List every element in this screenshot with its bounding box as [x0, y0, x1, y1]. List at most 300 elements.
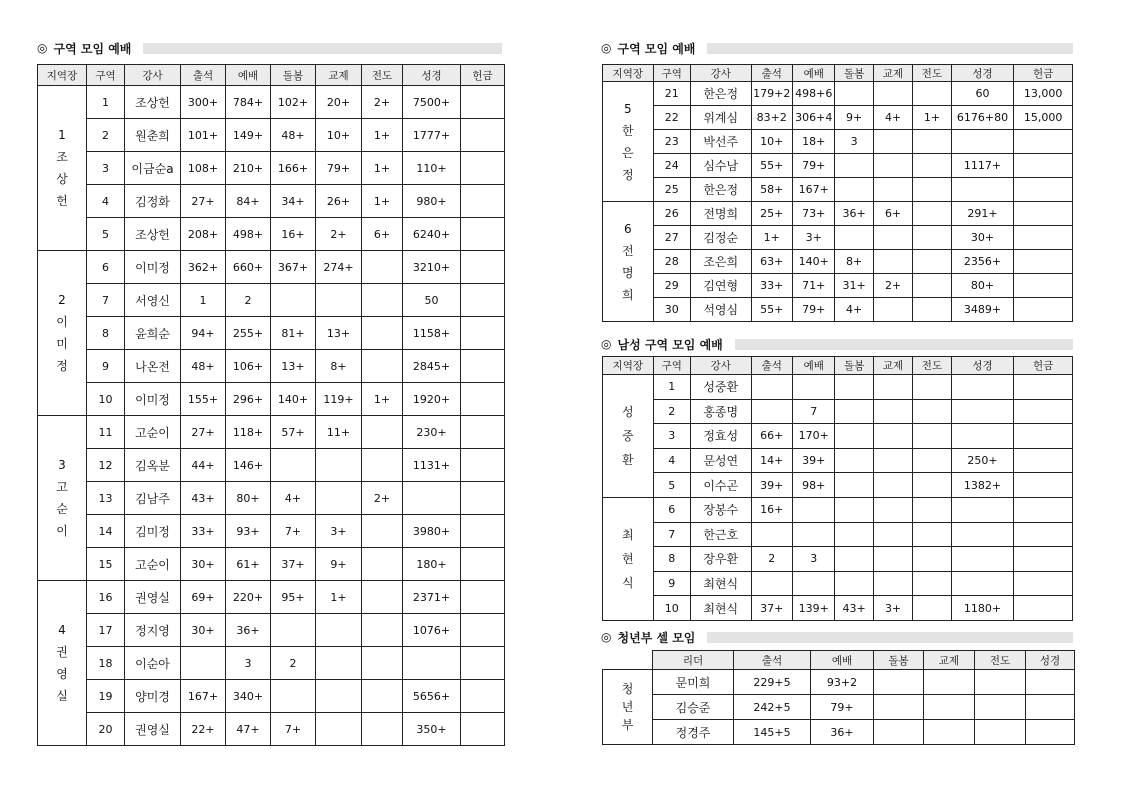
value-cell	[403, 647, 461, 680]
value-cell	[461, 152, 505, 185]
value-cell	[1026, 720, 1075, 745]
value-cell: 33+	[181, 515, 226, 548]
value-cell: 1180+	[951, 596, 1014, 621]
column-header: 전도	[975, 651, 1026, 670]
value-cell: 220+	[226, 581, 271, 614]
value-cell	[873, 424, 912, 449]
value-cell: 296+	[226, 383, 271, 416]
value-cell	[461, 482, 505, 515]
value-cell	[1014, 178, 1073, 202]
value-cell	[924, 670, 975, 695]
value-cell	[951, 522, 1014, 547]
value-cell	[793, 497, 835, 522]
value-cell	[874, 670, 924, 695]
value-cell	[271, 680, 316, 713]
speaker-cell: 서영신	[125, 284, 181, 317]
leader-char: 이	[56, 315, 68, 329]
table-row	[38, 317, 505, 350]
value-cell: 980+	[403, 185, 461, 218]
speaker-cell: 최현식	[690, 596, 751, 621]
empty-header	[603, 651, 653, 670]
table-row	[603, 226, 1073, 250]
leader-cell	[603, 202, 654, 322]
value-cell	[913, 226, 951, 250]
column-header: 돌봄	[835, 357, 873, 375]
value-cell: 47+	[226, 713, 271, 746]
value-cell	[913, 473, 951, 498]
column-header: 리더	[653, 651, 734, 670]
speaker-cell: 장봉수	[690, 497, 751, 522]
group-label-char: 부	[621, 718, 634, 732]
value-cell	[271, 614, 316, 647]
table-row	[603, 547, 1073, 572]
title-bar	[735, 339, 1073, 350]
value-cell: 1+	[362, 119, 403, 152]
value-cell	[913, 424, 951, 449]
leader-char: 미	[56, 337, 68, 351]
value-cell	[362, 614, 403, 647]
value-cell: 101+	[181, 119, 226, 152]
value-cell	[913, 547, 951, 572]
value-cell	[924, 720, 975, 745]
district-number-cell: 6	[653, 497, 690, 522]
value-cell: 6+	[362, 218, 403, 251]
value-cell	[362, 581, 403, 614]
value-cell: 73+	[793, 202, 835, 226]
value-cell: 10+	[751, 130, 792, 154]
value-cell: 37+	[751, 596, 792, 621]
value-cell: 139+	[793, 596, 835, 621]
district-number-cell: 28	[653, 250, 690, 274]
value-cell	[951, 375, 1014, 400]
value-cell: 208+	[181, 218, 226, 251]
value-cell: 13+	[271, 350, 316, 383]
value-cell	[873, 547, 912, 572]
value-cell	[461, 218, 505, 251]
value-cell	[913, 399, 951, 424]
leader-cell	[38, 416, 87, 581]
value-cell	[461, 86, 505, 119]
leader-char: 6	[623, 221, 632, 236]
value-cell: 155+	[181, 383, 226, 416]
speaker-cell: 석영심	[690, 298, 751, 322]
value-cell	[835, 448, 873, 473]
value-cell: 25+	[751, 202, 792, 226]
value-cell: 3+	[316, 515, 362, 548]
value-cell: 367+	[271, 251, 316, 284]
value-cell: 34+	[271, 185, 316, 218]
value-cell	[461, 350, 505, 383]
value-cell	[835, 473, 873, 498]
value-cell	[403, 482, 461, 515]
value-cell: 1117+	[951, 154, 1014, 178]
column-header: 출석	[181, 65, 226, 86]
column-header: 출석	[751, 357, 792, 375]
column-header: 헌금	[1014, 65, 1073, 82]
value-cell: 43+	[181, 482, 226, 515]
table-row	[603, 274, 1073, 298]
value-cell	[461, 515, 505, 548]
bullseye-icon: ◎	[37, 41, 48, 55]
value-cell: 660+	[226, 251, 271, 284]
value-cell	[835, 154, 873, 178]
value-cell: 13+	[316, 317, 362, 350]
leader-char: 헌	[56, 194, 68, 208]
value-cell: 8+	[835, 250, 873, 274]
header-row	[603, 357, 1073, 375]
speaker-cell: 한은정	[690, 82, 751, 106]
value-cell	[461, 680, 505, 713]
value-cell	[873, 399, 912, 424]
district-number-cell: 1	[653, 375, 690, 400]
value-cell: 229+5	[734, 670, 811, 695]
district-number-cell: 3	[87, 152, 125, 185]
value-cell	[316, 482, 362, 515]
leader-name-cell: 정경주	[653, 720, 734, 745]
value-cell: 179+2	[751, 82, 792, 106]
value-cell	[835, 399, 873, 424]
value-cell	[362, 449, 403, 482]
bullseye-icon: ◎	[601, 630, 612, 644]
value-cell: 5656+	[403, 680, 461, 713]
header-row	[38, 65, 505, 86]
value-cell	[1014, 130, 1073, 154]
speaker-cell: 정지영	[125, 614, 181, 647]
value-cell: 44+	[181, 449, 226, 482]
leader-char: 희	[621, 287, 634, 302]
table-row	[38, 383, 505, 416]
speaker-cell: 김미정	[125, 515, 181, 548]
value-cell	[362, 548, 403, 581]
value-cell: 498+	[226, 218, 271, 251]
speaker-cell: 이미정	[125, 383, 181, 416]
section-title-text: 구역 모임 예배	[53, 41, 132, 56]
table-row	[603, 250, 1073, 274]
value-cell: 9+	[835, 106, 873, 130]
leader-char: 은	[621, 145, 634, 160]
table-row	[38, 680, 505, 713]
value-cell: 36+	[835, 202, 873, 226]
value-cell: 167+	[181, 680, 226, 713]
value-cell: 2	[226, 284, 271, 317]
value-cell: 1382+	[951, 473, 1014, 498]
value-cell: 3210+	[403, 251, 461, 284]
section-title-text: 구역 모임 예배	[617, 41, 696, 56]
value-cell: 93+2	[811, 670, 874, 695]
district-number-cell: 23	[653, 130, 690, 154]
value-cell	[316, 614, 362, 647]
speaker-cell: 양미경	[125, 680, 181, 713]
district-number-cell: 3	[653, 424, 690, 449]
value-cell: 274+	[316, 251, 362, 284]
value-cell	[1014, 375, 1073, 400]
value-cell	[461, 449, 505, 482]
value-cell	[362, 680, 403, 713]
value-cell	[316, 284, 362, 317]
value-cell: 167+	[793, 178, 835, 202]
leader-char: 상	[56, 172, 68, 186]
value-cell: 31+	[835, 274, 873, 298]
value-cell: 58+	[751, 178, 792, 202]
value-cell: 2371+	[403, 581, 461, 614]
value-cell: 98+	[793, 473, 835, 498]
value-cell	[975, 670, 1026, 695]
value-cell: 7	[793, 399, 835, 424]
district-number-cell: 21	[653, 82, 690, 106]
leader-cell	[38, 86, 87, 251]
value-cell	[793, 375, 835, 400]
speaker-cell: 김정순	[690, 226, 751, 250]
value-cell: 26+	[316, 185, 362, 218]
value-cell	[362, 251, 403, 284]
table-row	[38, 482, 505, 515]
district-number-cell: 30	[653, 298, 690, 322]
speaker-cell: 정효성	[690, 424, 751, 449]
value-cell	[316, 713, 362, 746]
value-cell	[873, 375, 912, 400]
value-cell: 3+	[793, 226, 835, 250]
table-row	[603, 720, 1075, 745]
value-cell: 210+	[226, 152, 271, 185]
column-header: 교제	[873, 65, 912, 82]
value-cell	[461, 647, 505, 680]
value-cell	[461, 713, 505, 746]
section-title-text: 남성 구역 모임 예배	[617, 337, 723, 352]
value-cell: 55+	[751, 154, 792, 178]
table-row	[603, 695, 1075, 720]
column-header: 전도	[913, 357, 951, 375]
value-cell	[913, 571, 951, 596]
district-number-cell: 7	[87, 284, 125, 317]
value-cell: 36+	[226, 614, 271, 647]
value-cell: 1920+	[403, 383, 461, 416]
value-cell: 20+	[316, 86, 362, 119]
value-cell	[835, 571, 873, 596]
section-title-district-worship-left	[37, 40, 502, 56]
column-header: 교제	[924, 651, 975, 670]
value-cell	[751, 571, 792, 596]
value-cell	[951, 547, 1014, 572]
speaker-cell: 문성연	[690, 448, 751, 473]
value-cell	[1014, 424, 1073, 449]
value-cell	[835, 375, 873, 400]
value-cell: 93+	[226, 515, 271, 548]
district-number-cell: 8	[87, 317, 125, 350]
leader-cell	[603, 375, 654, 498]
value-cell: 60	[951, 82, 1014, 106]
column-header: 예배	[226, 65, 271, 86]
value-cell: 84+	[226, 185, 271, 218]
value-cell	[951, 497, 1014, 522]
value-cell: 7500+	[403, 86, 461, 119]
value-cell: 80+	[226, 482, 271, 515]
value-cell: 39+	[793, 448, 835, 473]
value-cell	[873, 250, 912, 274]
table-row	[603, 399, 1073, 424]
value-cell	[1014, 399, 1073, 424]
value-cell: 1+	[362, 383, 403, 416]
value-cell: 291+	[951, 202, 1014, 226]
column-header: 강사	[125, 65, 181, 86]
value-cell	[751, 375, 792, 400]
value-cell: 30+	[181, 614, 226, 647]
table-row	[38, 713, 505, 746]
table-row	[603, 424, 1073, 449]
value-cell	[913, 154, 951, 178]
value-cell: 108+	[181, 152, 226, 185]
value-cell	[873, 130, 912, 154]
value-cell: 1131+	[403, 449, 461, 482]
value-cell: 2	[751, 547, 792, 572]
leader-char: 명	[621, 265, 634, 280]
table-row	[603, 571, 1073, 596]
column-header: 지역장	[38, 65, 87, 86]
speaker-cell: 김정화	[125, 185, 181, 218]
value-cell	[873, 154, 912, 178]
column-header: 교제	[316, 65, 362, 86]
table-row	[38, 185, 505, 218]
value-cell	[835, 522, 873, 547]
district-number-cell: 22	[653, 106, 690, 130]
value-cell	[874, 695, 924, 720]
value-cell	[271, 284, 316, 317]
group-label-char: 청	[621, 682, 634, 696]
value-cell: 230+	[403, 416, 461, 449]
value-cell: 55+	[751, 298, 792, 322]
speaker-cell: 한은정	[690, 178, 751, 202]
leader-char: 4	[58, 623, 66, 637]
leader-char: 실	[56, 689, 68, 703]
value-cell: 4+	[835, 298, 873, 322]
table-row	[603, 596, 1073, 621]
district-number-cell: 4	[653, 448, 690, 473]
value-cell	[181, 647, 226, 680]
value-cell	[913, 522, 951, 547]
value-cell: 119+	[316, 383, 362, 416]
table-row	[603, 473, 1073, 498]
value-cell: 1+	[362, 185, 403, 218]
value-cell: 118+	[226, 416, 271, 449]
value-cell: 16+	[271, 218, 316, 251]
speaker-cell: 고순이	[125, 416, 181, 449]
column-header: 구역	[653, 65, 690, 82]
value-cell: 2	[271, 647, 316, 680]
leader-char: 현	[621, 551, 634, 566]
value-cell	[362, 515, 403, 548]
section-title-youth-cell	[601, 629, 1073, 645]
value-cell: 1+	[913, 106, 951, 130]
value-cell	[951, 571, 1014, 596]
value-cell: 340+	[226, 680, 271, 713]
district-worship-table-right	[602, 64, 1073, 322]
table-row	[38, 218, 505, 251]
value-cell	[835, 424, 873, 449]
value-cell	[1014, 596, 1073, 621]
district-number-cell: 5	[87, 218, 125, 251]
table-row	[603, 130, 1073, 154]
bullseye-icon: ◎	[601, 41, 612, 55]
value-cell	[873, 522, 912, 547]
speaker-cell: 김연형	[690, 274, 751, 298]
value-cell: 2356+	[951, 250, 1014, 274]
speaker-cell: 위계심	[690, 106, 751, 130]
column-header: 교제	[873, 357, 912, 375]
value-cell	[271, 449, 316, 482]
value-cell: 80+	[951, 274, 1014, 298]
district-number-cell: 5	[653, 473, 690, 498]
leader-char: 중	[621, 428, 634, 443]
value-cell	[1014, 571, 1073, 596]
table-row	[603, 375, 1073, 400]
value-cell: 81+	[271, 317, 316, 350]
speaker-cell: 이금순a	[125, 152, 181, 185]
leader-char: 5	[623, 101, 632, 116]
district-number-cell: 10	[87, 383, 125, 416]
leader-char: 순	[56, 502, 68, 516]
table-row	[38, 647, 505, 680]
value-cell	[1014, 154, 1073, 178]
value-cell	[873, 82, 912, 106]
value-cell: 30+	[951, 226, 1014, 250]
value-cell	[461, 185, 505, 218]
value-cell	[461, 119, 505, 152]
value-cell	[975, 695, 1026, 720]
speaker-cell: 원춘희	[125, 119, 181, 152]
value-cell	[913, 448, 951, 473]
value-cell: 27+	[181, 416, 226, 449]
value-cell: 250+	[951, 448, 1014, 473]
value-cell: 83+2	[751, 106, 792, 130]
speaker-cell: 이수곤	[690, 473, 751, 498]
leader-cell	[38, 581, 87, 746]
value-cell	[913, 596, 951, 621]
table-row	[38, 449, 505, 482]
district-number-cell: 15	[87, 548, 125, 581]
youth-cell-table	[602, 650, 1075, 745]
value-cell	[873, 473, 912, 498]
value-cell	[1026, 670, 1075, 695]
value-cell: 1+	[751, 226, 792, 250]
value-cell: 784+	[226, 86, 271, 119]
value-cell: 4+	[873, 106, 912, 130]
table-row	[38, 581, 505, 614]
value-cell	[1014, 547, 1073, 572]
leader-char: 성	[621, 404, 634, 419]
leader-char: 정	[56, 359, 68, 373]
header-row	[603, 65, 1073, 82]
value-cell: 63+	[751, 250, 792, 274]
leader-char: 영	[56, 667, 68, 681]
value-cell: 106+	[226, 350, 271, 383]
district-number-cell: 13	[87, 482, 125, 515]
district-number-cell: 12	[87, 449, 125, 482]
value-cell: 2845+	[403, 350, 461, 383]
district-number-cell: 2	[87, 119, 125, 152]
speaker-cell: 이미정	[125, 251, 181, 284]
title-bar	[143, 43, 502, 54]
value-cell	[913, 178, 951, 202]
value-cell: 61+	[226, 548, 271, 581]
value-cell: 3	[226, 647, 271, 680]
value-cell	[793, 522, 835, 547]
table-row	[603, 154, 1073, 178]
value-cell: 498+6	[793, 82, 835, 106]
value-cell	[835, 497, 873, 522]
value-cell: 1777+	[403, 119, 461, 152]
value-cell: 79+	[793, 154, 835, 178]
speaker-cell: 전명희	[690, 202, 751, 226]
speaker-cell: 나온전	[125, 350, 181, 383]
